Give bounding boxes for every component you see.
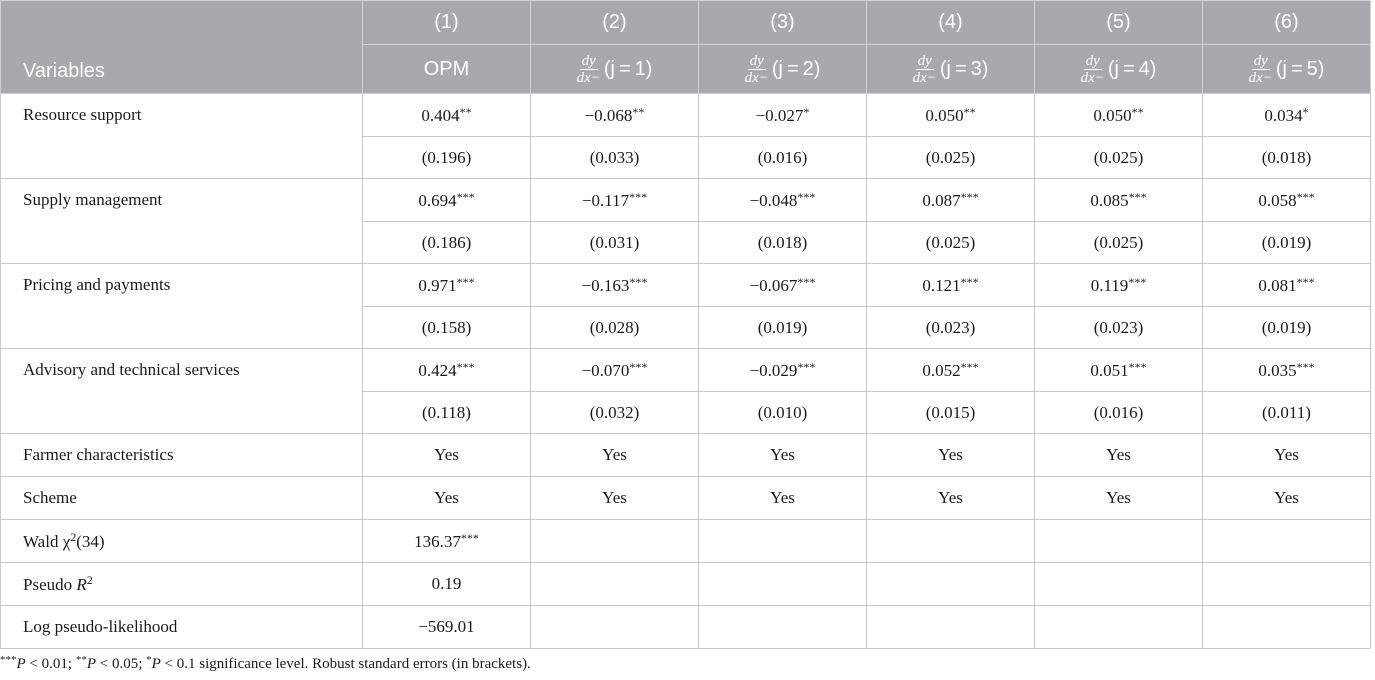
empty-cell — [867, 520, 1035, 563]
coefficient-value: 0.052 — [922, 360, 961, 380]
coefficient-value: 0.085 — [1090, 190, 1129, 210]
coefficient-value: 0.119 — [1090, 275, 1129, 295]
coefficient-value: 0.034 — [1264, 105, 1303, 125]
marginal-effect-fraction: $\frac{dy}{dx-}$ — [1080, 52, 1105, 86]
significance-stars: *** — [456, 189, 475, 204]
j-label: (j = 5) — [1275, 57, 1325, 80]
empty-cell — [867, 563, 1035, 606]
j-label: (j = 2) — [771, 57, 821, 80]
significance-stars: * — [803, 104, 810, 119]
table-row-control — [1, 434, 1371, 477]
pseudo-r2-value: 0.19 — [363, 563, 531, 606]
control-value-cell: Yes — [1203, 477, 1371, 520]
coefficient-value: −0.070 — [581, 360, 630, 380]
standard-error-cell: (0.118) — [363, 392, 531, 434]
significance-stars: ** — [1131, 104, 1144, 119]
empty-cell — [1203, 563, 1371, 606]
header-col-6-number: (6) — [1203, 1, 1371, 45]
significance-stars: *** — [460, 530, 479, 545]
empty-cell — [531, 606, 699, 649]
header-col-3-number: (3) — [699, 1, 867, 45]
coefficient-value: −0.027 — [755, 105, 804, 125]
table-body — [1, 94, 1371, 649]
header-variables: Variables — [1, 1, 363, 94]
coefficient-cell — [1035, 349, 1203, 392]
standard-error-cell: (0.025) — [1035, 137, 1203, 179]
control-value-cell: Yes — [867, 477, 1035, 520]
coefficient-value: 0.424 — [418, 360, 457, 380]
standard-error-cell: (0.018) — [699, 222, 867, 264]
coefficient-cell — [1035, 94, 1203, 137]
control-name: Farmer characteristics — [1, 434, 363, 477]
j-label: (j = 3) — [939, 57, 989, 80]
control-value-cell: Yes — [1203, 434, 1371, 477]
significance-stars: *** — [797, 274, 816, 289]
marginal-effect-fraction: $\frac{dy}{dx-}$ — [912, 52, 937, 86]
marginal-effect-fraction: $\frac{dy}{dx-}$ — [744, 52, 769, 86]
standard-error-cell: (0.023) — [1035, 307, 1203, 349]
standard-error-cell: (0.196) — [363, 137, 531, 179]
significance-stars: *** — [629, 359, 648, 374]
standard-error-cell: (0.019) — [1203, 307, 1371, 349]
significance-stars: *** — [629, 189, 648, 204]
empty-cell — [1203, 606, 1371, 649]
significance-stars: *** — [629, 274, 648, 289]
standard-error-cell: (0.015) — [867, 392, 1035, 434]
standard-error-cell: (0.018) — [1203, 137, 1371, 179]
coefficient-value: 0.971 — [418, 275, 457, 295]
coefficient-cell — [531, 94, 699, 137]
significance-stars: *** — [797, 359, 816, 374]
standard-error-cell: (0.025) — [867, 222, 1035, 264]
table-row-control — [1, 477, 1371, 520]
standard-error-cell: (0.186) — [363, 222, 531, 264]
coefficient-value: 0.121 — [922, 275, 961, 295]
control-value-cell: Yes — [699, 434, 867, 477]
significance-stars: *** — [1128, 274, 1147, 289]
significance-stars: *** — [456, 359, 475, 374]
empty-cell — [531, 563, 699, 606]
variable-name: Supply management — [1, 179, 363, 264]
standard-error-cell: (0.031) — [531, 222, 699, 264]
coefficient-value: 0.050 — [1093, 105, 1132, 125]
standard-error-cell: (0.016) — [1035, 392, 1203, 434]
header-col-4-label — [867, 45, 1035, 94]
coefficient-value: 0.404 — [421, 105, 460, 125]
coefficient-value: 0.058 — [1258, 190, 1297, 210]
coefficient-cell — [867, 264, 1035, 307]
table-header — [1, 1, 1371, 94]
coefficient-cell — [699, 264, 867, 307]
standard-error-cell: (0.016) — [699, 137, 867, 179]
significance-stars: *** — [456, 274, 475, 289]
table-row-coefficient — [1, 264, 1371, 307]
table-footnote: ***P < 0.01; **P < 0.05; *P < 0.1 significance level. Robust standard errors (in brackets). — [0, 654, 531, 672]
significance-stars: *** — [1128, 359, 1147, 374]
standard-error-cell: (0.025) — [867, 137, 1035, 179]
control-value-cell: Yes — [363, 477, 531, 520]
control-value-cell: Yes — [1035, 477, 1203, 520]
significance-stars: *** — [960, 189, 979, 204]
header-col-5-label — [1035, 45, 1203, 94]
significance-stars: *** — [1296, 359, 1315, 374]
header-col-6-label — [1203, 45, 1371, 94]
coefficient-value: 0.694 — [418, 190, 457, 210]
table-row-coefficient — [1, 349, 1371, 392]
pseudo-r2-label: Pseudo $R^2$ — [1, 563, 363, 606]
log-likelihood-value: −569.01 — [363, 606, 531, 649]
coefficient-cell — [699, 349, 867, 392]
significance-stars: * — [1302, 104, 1309, 119]
control-value-cell: Yes — [363, 434, 531, 477]
header-col-4-number: (4) — [867, 1, 1035, 45]
significance-stars: ** — [459, 104, 472, 119]
coefficient-value: −0.163 — [581, 275, 630, 295]
empty-cell — [1035, 563, 1203, 606]
coefficient-value: 0.081 — [1258, 275, 1297, 295]
variable-name: Pricing and payments — [1, 264, 363, 349]
header-row-numbers — [1, 1, 1371, 45]
coefficient-cell — [1203, 94, 1371, 137]
coefficient-value: 0.087 — [922, 190, 961, 210]
coefficient-cell — [363, 179, 531, 222]
empty-cell — [699, 563, 867, 606]
coefficient-value: 0.035 — [1258, 360, 1297, 380]
coefficient-cell — [531, 349, 699, 392]
significance-stars: ** — [632, 104, 645, 119]
coefficient-value: −0.067 — [749, 275, 798, 295]
header-col-2-number: (2) — [531, 1, 699, 45]
coefficient-cell — [1203, 349, 1371, 392]
standard-error-cell: (0.019) — [1203, 222, 1371, 264]
table-row-coefficient — [1, 94, 1371, 137]
log-likelihood-label: Log pseudo-likelihood — [1, 606, 363, 649]
standard-error-cell: (0.033) — [531, 137, 699, 179]
coefficient-cell — [867, 179, 1035, 222]
coefficient-cell — [363, 264, 531, 307]
coefficient-value: 0.051 — [1090, 360, 1129, 380]
coefficient-cell — [1035, 179, 1203, 222]
standard-error-cell: (0.023) — [867, 307, 1035, 349]
significance-stars: *** — [1296, 189, 1315, 204]
standard-error-cell: (0.019) — [699, 307, 867, 349]
control-value-cell: Yes — [1035, 434, 1203, 477]
standard-error-cell: (0.025) — [1035, 222, 1203, 264]
marginal-effect-fraction: $\frac{dy}{dx-}$ — [1248, 52, 1273, 86]
coefficient-value: −0.029 — [749, 360, 798, 380]
significance-stars: ** — [963, 104, 976, 119]
coefficient-cell — [1203, 264, 1371, 307]
significance-stars: *** — [1296, 274, 1315, 289]
empty-cell — [1035, 606, 1203, 649]
variable-name: Advisory and technical services — [1, 349, 363, 434]
coefficient-value: −0.117 — [581, 190, 630, 210]
table-row-pseudo-r2 — [1, 563, 1371, 606]
j-label: (j = 1) — [603, 57, 653, 80]
j-label: (j = 4) — [1107, 57, 1157, 80]
empty-cell — [1203, 520, 1371, 563]
coefficient-cell — [1035, 264, 1203, 307]
wald-label: Wald $\chi^2(34)$ — [1, 520, 363, 563]
coefficient-value: −0.068 — [584, 105, 633, 125]
control-value-cell: Yes — [867, 434, 1035, 477]
header-col-5-number: (5) — [1035, 1, 1203, 45]
coefficient-cell — [867, 349, 1035, 392]
coefficient-cell — [531, 179, 699, 222]
standard-error-cell: (0.010) — [699, 392, 867, 434]
control-value-cell: Yes — [531, 477, 699, 520]
wald-value-cell — [363, 520, 531, 563]
coefficient-cell — [531, 264, 699, 307]
marginal-effect-fraction: $\frac{dy}{dx-}$ — [576, 52, 601, 86]
wald-value: 136.37 — [414, 531, 461, 551]
header-col-2-label — [531, 45, 699, 94]
standard-error-cell: (0.011) — [1203, 392, 1371, 434]
header-col-1-number: (1) — [363, 1, 531, 45]
standard-error-cell: (0.158) — [363, 307, 531, 349]
control-value-cell: Yes — [699, 477, 867, 520]
significance-stars: *** — [1128, 189, 1147, 204]
coefficient-cell — [699, 179, 867, 222]
coefficient-value: 0.050 — [925, 105, 964, 125]
empty-cell — [531, 520, 699, 563]
variable-name: Resource support — [1, 94, 363, 179]
empty-cell — [867, 606, 1035, 649]
table-row-coefficient — [1, 179, 1371, 222]
empty-cell — [1035, 520, 1203, 563]
control-name: Scheme — [1, 477, 363, 520]
control-value-cell: Yes — [531, 434, 699, 477]
table-row-wald — [1, 520, 1371, 563]
table-row-log-likelihood — [1, 606, 1371, 649]
coefficient-value: −0.048 — [749, 190, 798, 210]
significance-stars: *** — [960, 274, 979, 289]
coefficient-cell — [363, 94, 531, 137]
empty-cell — [699, 520, 867, 563]
significance-stars: *** — [797, 189, 816, 204]
coefficient-cell — [699, 94, 867, 137]
significance-stars: *** — [960, 359, 979, 374]
standard-error-cell: (0.028) — [531, 307, 699, 349]
coefficient-cell — [1203, 179, 1371, 222]
coefficient-cell — [363, 349, 531, 392]
header-col-3-label — [699, 45, 867, 94]
empty-cell — [699, 606, 867, 649]
header-col-1-label: OPM — [363, 45, 531, 94]
standard-error-cell: (0.032) — [531, 392, 699, 434]
coefficient-cell — [867, 94, 1035, 137]
